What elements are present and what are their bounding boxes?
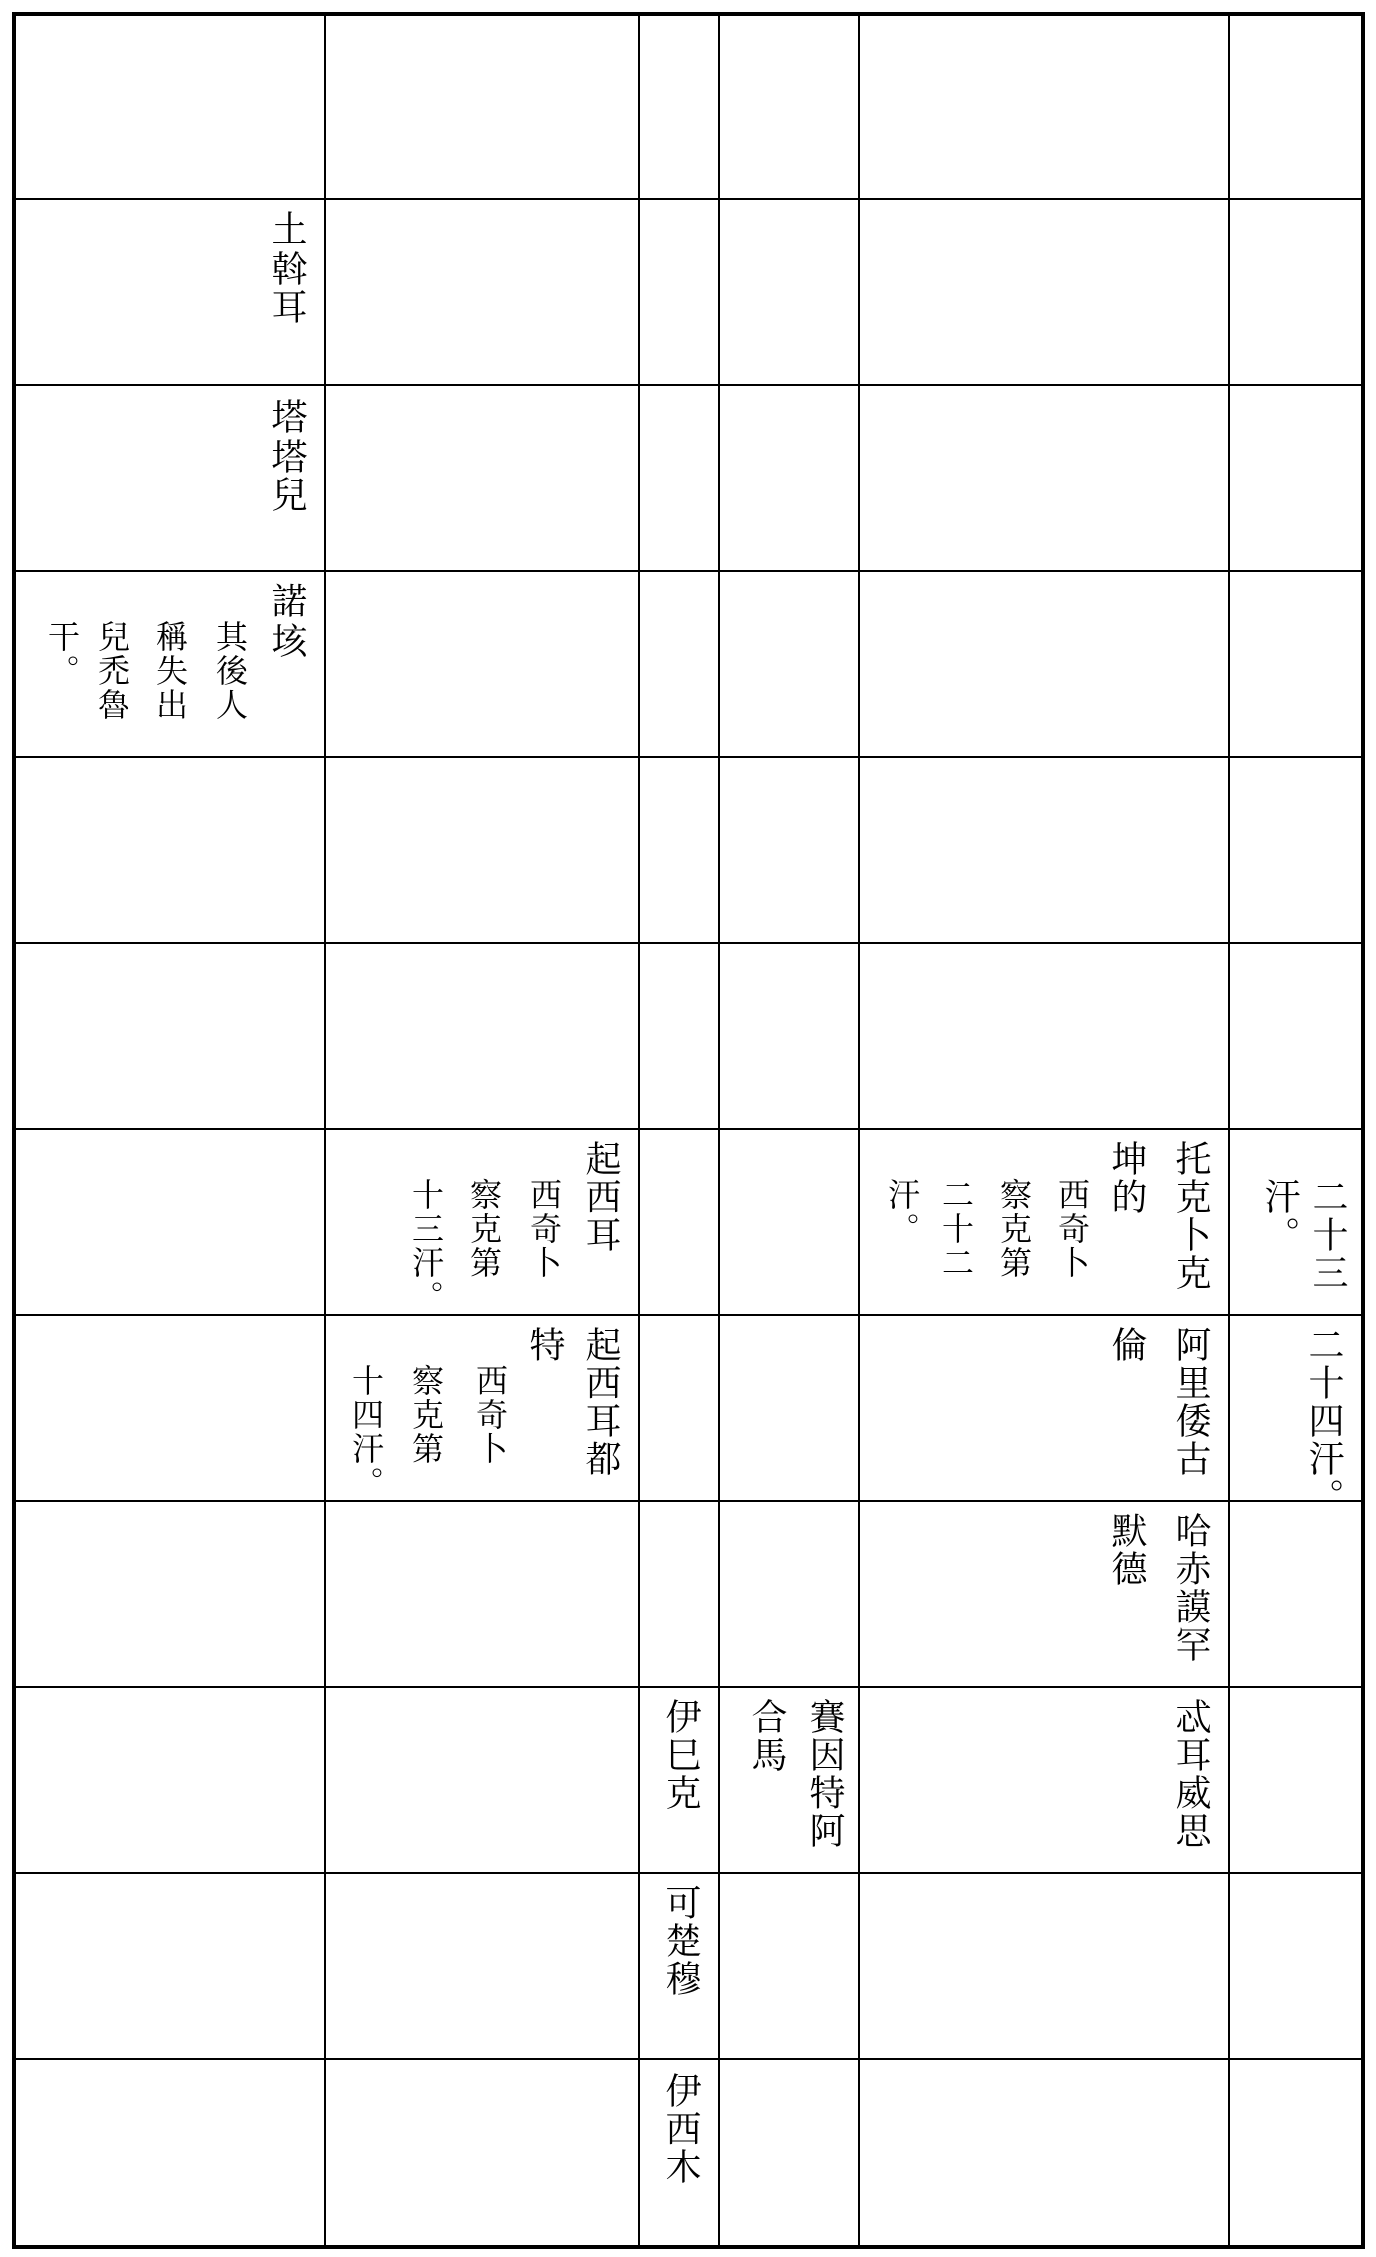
entry-note: 西奇卜 (1053, 1178, 1091, 1280)
entry-name: 默德 (1106, 1512, 1147, 1588)
entry-note: 二十三 (1307, 1178, 1348, 1292)
entry-cell (16, 198, 324, 384)
entry-note: 稱失出 (151, 620, 189, 722)
entry-name: 起西耳都 (580, 1326, 621, 1478)
entry-note: 十三汗。 (407, 1178, 445, 1314)
entry-note: 察克第 (407, 1364, 445, 1466)
entry-cell (324, 1314, 638, 1500)
entry-cell (638, 2058, 718, 2244)
entry-name: 垓 (266, 622, 307, 660)
entry-name: 塔 (266, 398, 307, 436)
entry-name: 特 (524, 1326, 565, 1364)
entry-cell (718, 1686, 858, 1872)
entry-cell (1228, 1128, 1361, 1314)
entry-cell (324, 1128, 638, 1314)
entry-name: 阿里倭古 (1170, 1326, 1211, 1478)
entry-name: 可楚穆 (660, 1884, 701, 1998)
entry-note: 十四汗。 (347, 1364, 385, 1500)
entry-name: 賽因特阿 (804, 1698, 845, 1850)
entry-name: 起西耳 (580, 1140, 621, 1254)
entry-note: 察克第 (995, 1178, 1033, 1280)
entry-name: 合馬 (746, 1698, 787, 1774)
entry-note: 西奇卜 (471, 1364, 509, 1466)
entry-note: 察克第 (465, 1178, 503, 1280)
entry-note: 汗。 (1259, 1178, 1300, 1254)
entry-cell (16, 384, 324, 570)
entry-name: 伊巳克 (660, 1698, 701, 1812)
entry-name: 斡耳 (266, 250, 307, 326)
genealogy-table (12, 12, 1365, 2249)
entry-note: 干。 (43, 620, 81, 688)
entry-cell (858, 1128, 1228, 1314)
entry-name: 哈赤謨罕 (1170, 1512, 1211, 1664)
entry-cell (16, 570, 324, 756)
entry-name: 忒耳威思 (1170, 1698, 1211, 1850)
entry-note: 汗。 (883, 1178, 921, 1246)
entry-note: 二十四汗。 (1303, 1326, 1344, 1516)
entry-name: 托克卜克 (1170, 1140, 1211, 1292)
entry-cell (858, 1500, 1228, 1686)
entry-note: 二十二 (937, 1178, 975, 1280)
row-divider (16, 756, 1361, 758)
entry-cell (1228, 1314, 1361, 1516)
entry-cell (638, 1872, 718, 2058)
entry-note: 兒禿魯 (93, 620, 131, 722)
entry-cell (858, 1314, 1228, 1500)
entry-name: 倫 (1106, 1326, 1147, 1364)
entry-name: 坤的 (1106, 1140, 1147, 1216)
entry-note: 西奇卜 (525, 1178, 563, 1280)
entry-note: 其後人 (211, 620, 249, 722)
column-divider (718, 16, 720, 2245)
entry-name: 塔兒 (266, 438, 307, 514)
entry-cell (638, 1686, 718, 1872)
entry-name: 土 (266, 210, 307, 248)
entry-name: 伊西木 (660, 2072, 701, 2186)
entry-name: 諾 (266, 582, 307, 620)
entry-cell (858, 1686, 1228, 1872)
row-divider (16, 942, 1361, 944)
